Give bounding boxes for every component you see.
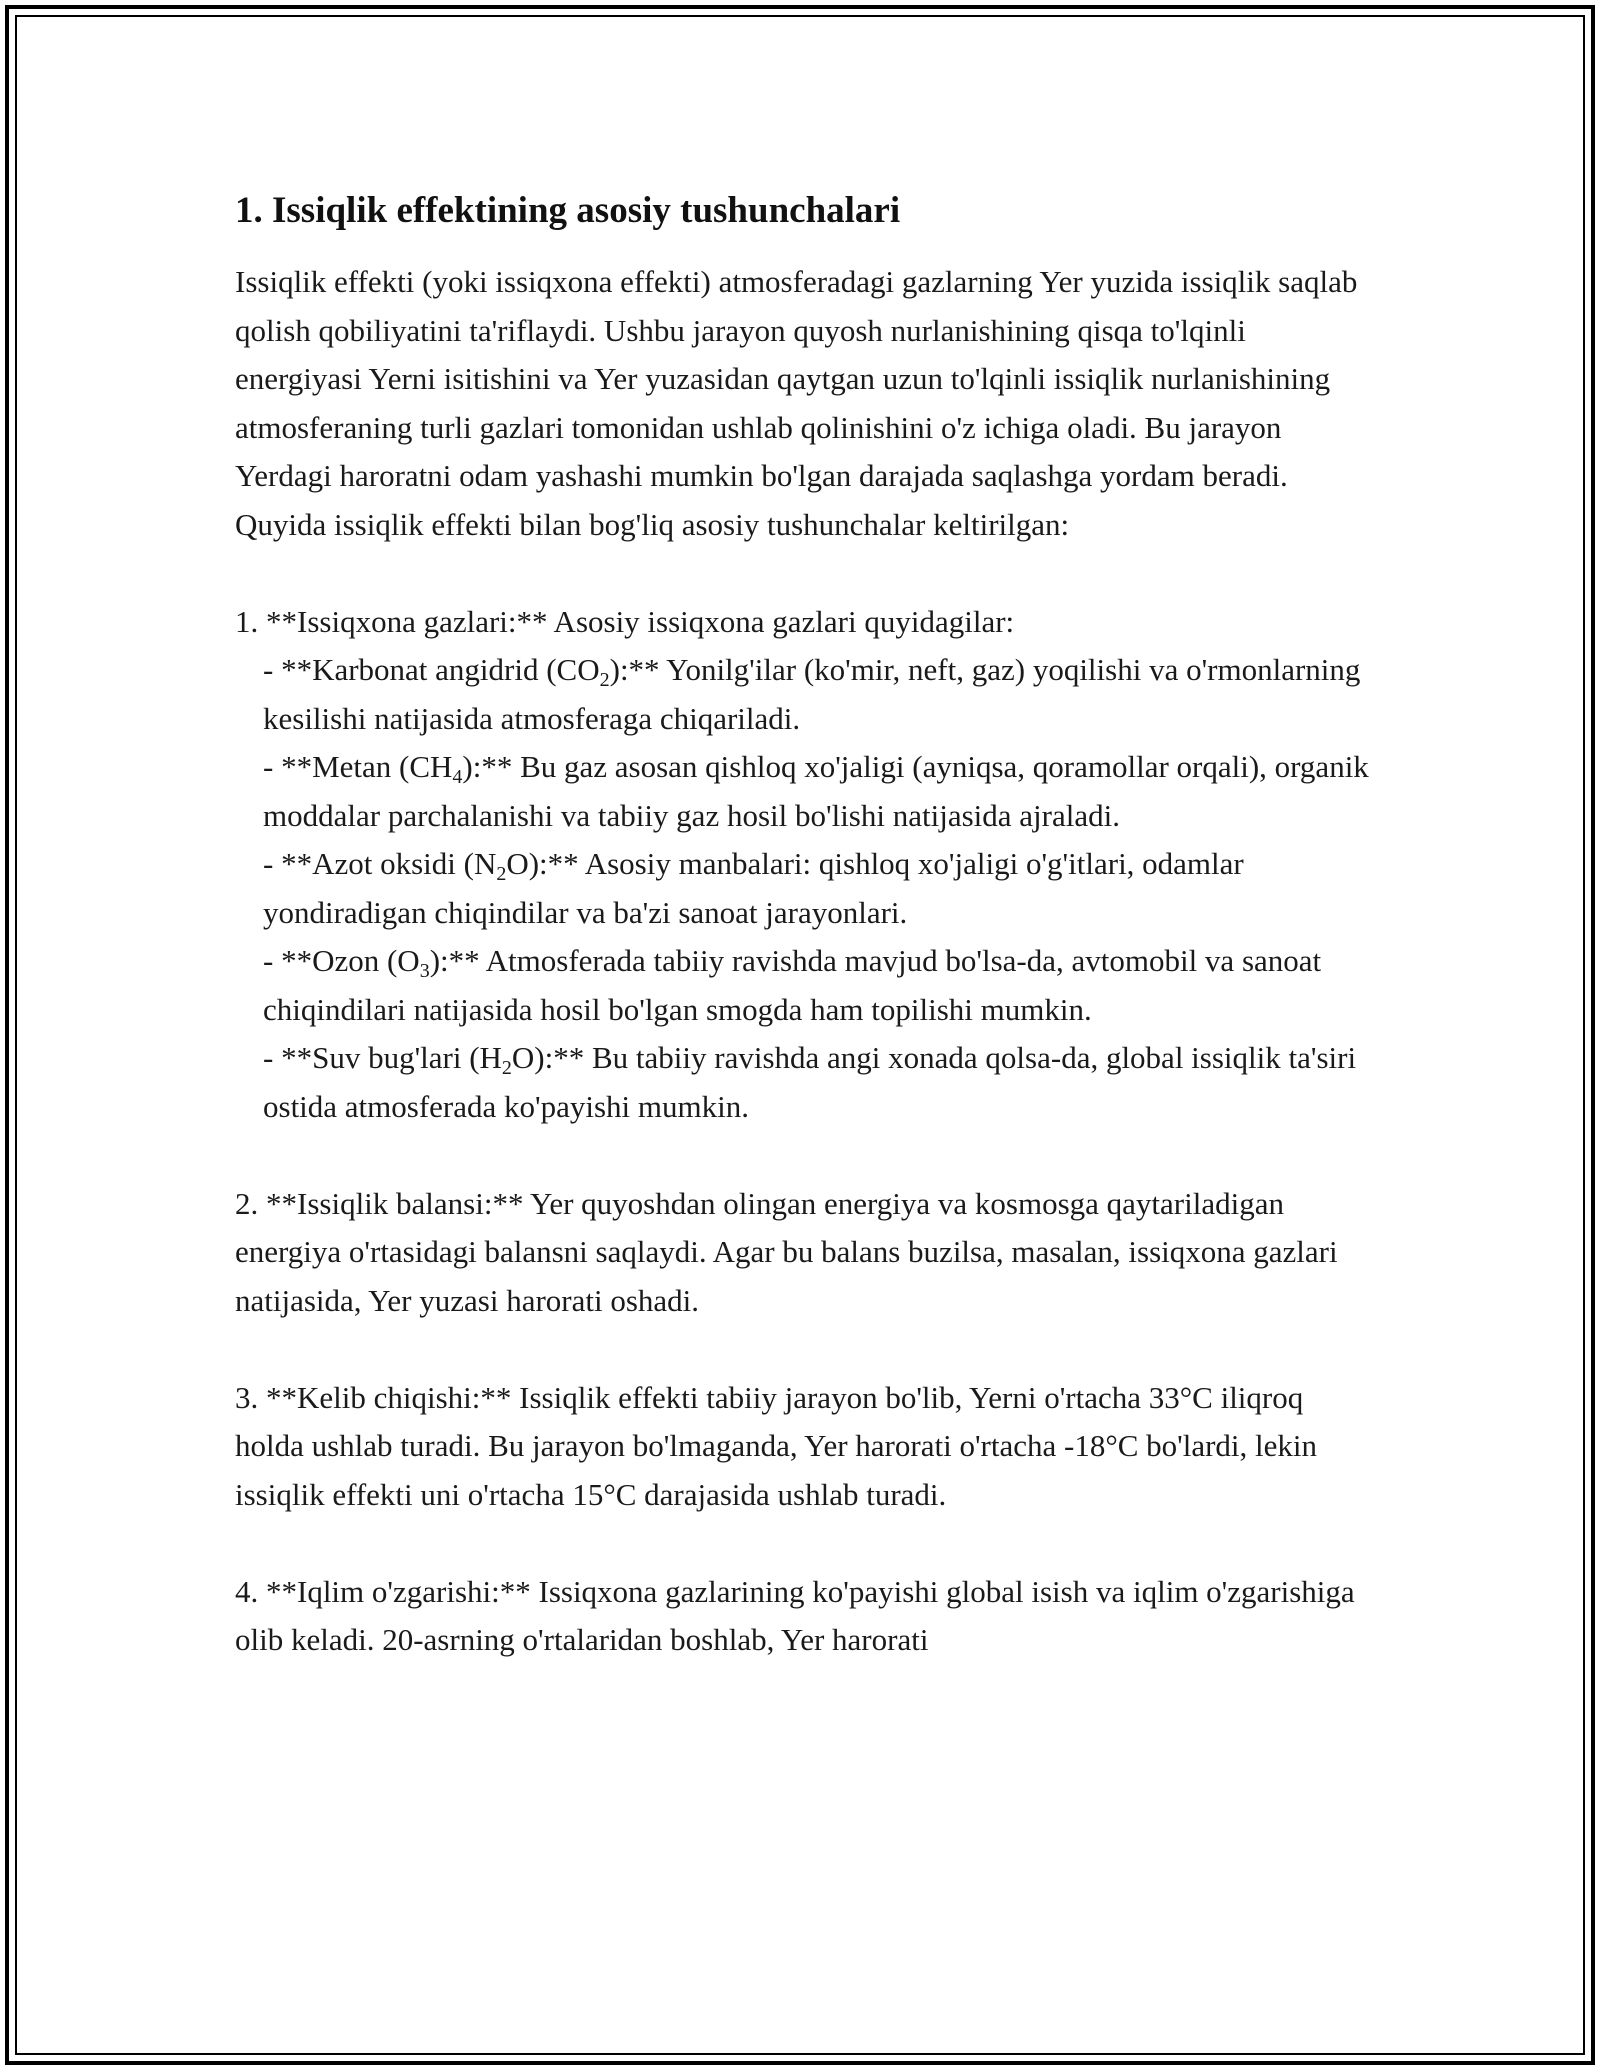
gas-item-text: - **Ozon (O [263,943,420,978]
gas-item-h2o [235,1034,1375,1131]
greenhouse-gases-section [235,598,1375,1132]
subscript: 3 [419,960,430,982]
gas-item-o3 [235,937,1375,1034]
subscript: 2 [599,669,610,691]
subscript: 2 [501,1057,512,1079]
gas-item-text: - **Metan (CH [263,749,453,784]
greenhouse-gases-title: 1. **Issiqxona gazlari:** Asosiy issiqxona gazlari quyidagilar: [235,603,1015,639]
climate-change-paragraph: 4. **Iqlim o'zgarishi:** Issiqxona gazlarining ko'payishi global isish va iqlim o'zgarishiga olib keladi. 20-asrning o'rtalaridan boshlab, Yer harorati [235,1573,1355,1657]
gas-item-text: ):** Bu gaz asosan qishloq xo'jaligi (ayniqsa, qoramollar orqali), organik moddalar parchalanishi va tabiiy gaz hosil bo'lishi natijasida ajraladi. [263,749,1369,833]
gas-item-text: - **Karbonat angidrid (CO [263,652,600,687]
gas-item-text: O):** Bu tabiiy ravishda angi xonada qolsa-da, global issiqlik ta'siri ostida atmosferada ko'payishi mumkin. [263,1040,1357,1124]
gas-item-text: - **Azot oksidi (N [263,846,497,881]
gas-item-ch4 [235,743,1375,840]
origin-paragraph: 3. **Kelib chiqishi:** Issiqlik effekti tabiiy jarayon bo'lib, Yerni o'rtacha 33°C iliqroq holda ushlab turadi. Bu jarayon bo'lmaganda, Yer harorati o'rtacha -18°C bo'lardi, lekin issiqlik effekti uni o'rtacha 15°C darajasida ushlab turadi. [235,1379,1318,1512]
gas-item-text: ):** Atmosferada tabiiy ravishda mavjud bo'lsa-da, avtomobil va sanoat chiqindilari natijasida hosil bo'lgan smogda ham topilishi mumkin. [263,943,1322,1027]
gas-item-text: O):** Asosiy manbalari: qishloq xo'jaligi o'g'itlari, odamlar yondiradigan chiqindilar va ba'zi sanoat jarayonlari. [263,846,1244,930]
document-body [235,186,1375,1665]
gas-item-text: - **Suv bug'lari (H [263,1040,502,1075]
gas-item-n2o [235,840,1375,937]
subscript: 4 [452,766,463,788]
intro-paragraph: Issiqlik effekti (yoki issiqxona effekti) atmosferadagi gazlarning Yer yuzida issiqlik saqlab qolish qobiliyatini ta'riflaydi. Ushbu jarayon quyosh nurlanishining qisqa to'lqinli energiyasi Yerni isitishini va Yer yuzasidan qaytgan uzun to'lqinli issiqlik nurlanishining atmosferaning turli gazlari tomonidan ushlab qolinishini o'z ichiga oladi. Bu jarayon Yerdagi haroratni odam yashashi mumkin bo'lgan darajada saqlashga yordam beradi. Quyida issiqlik effekti bilan bog'liq asosiy tushunchalar keltirilgan: [235,264,1358,542]
subscript: 2 [496,863,507,885]
heat-balance-paragraph: 2. **Issiqlik balansi:** Yer quyoshdan olingan energiya va kosmosga qaytariladigan energiya o'rtasidagi balansni saqlaydi. Agar bu balans buzilsa, masalan, issiqxona gazlari natijasida, Yer yuzasi harorati oshadi. [235,1185,1338,1318]
gas-item-text: ):** Yonilg'ilar (ko'mir, neft, gaz) yoqilishi va o'rmonlarning kesilishi natijasida atmosferaga chiqariladi. [263,652,1361,736]
section-heading: 1. Issiqlik effektining asosiy tushunchalari [235,190,901,231]
gas-item-co2 [235,646,1375,743]
